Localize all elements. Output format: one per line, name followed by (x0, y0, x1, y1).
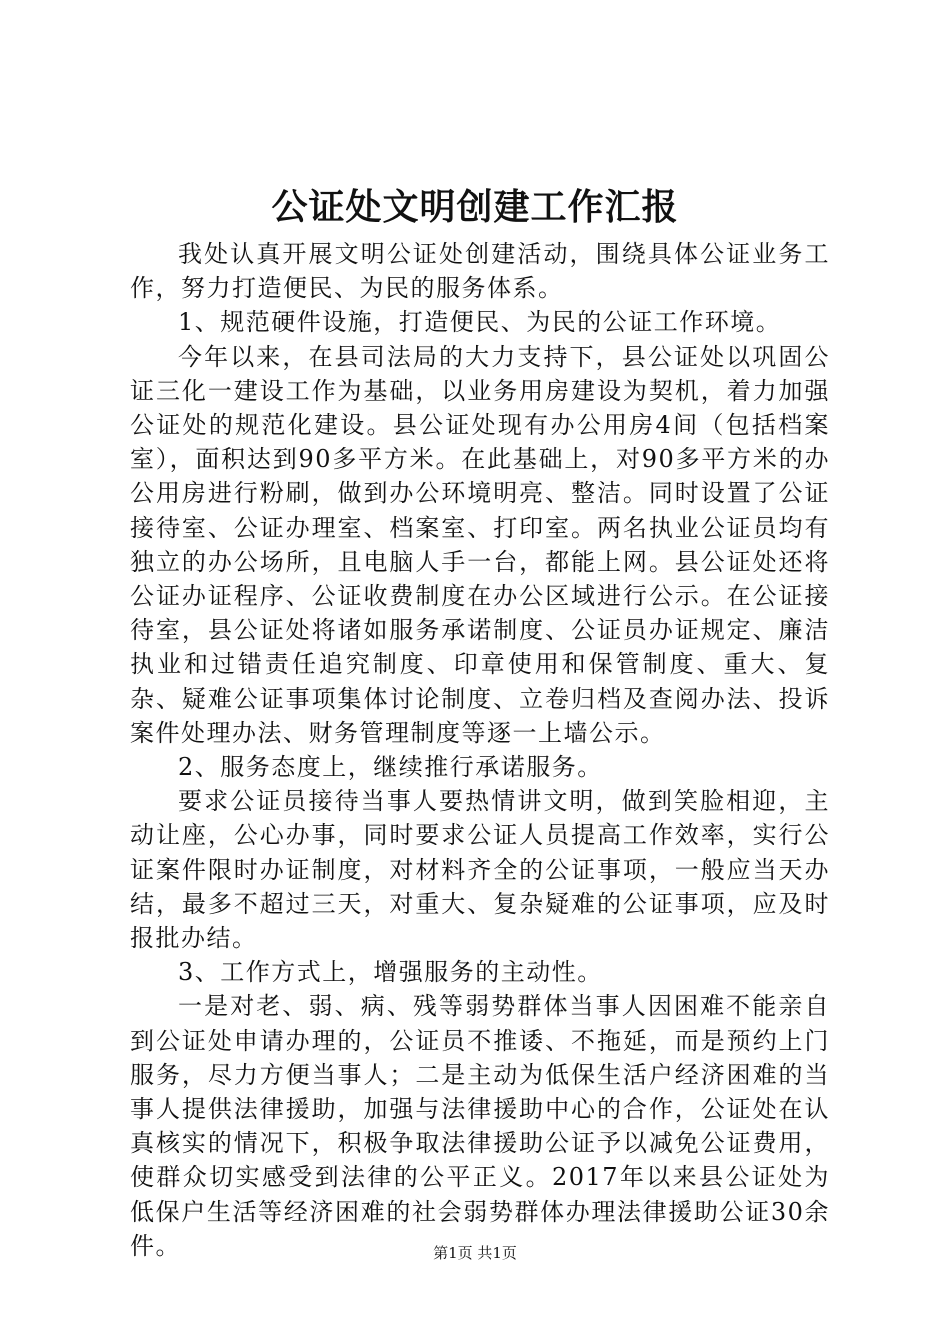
section-paragraph-1: 今年以来，在县司法局的大力支持下，县公证处以巩固公证三化一建设工作为基础，以业务用房建设为契机，着力加强公证处的规范化建设。县公证处现有办公用房4间（包括档案室），面积达到90多平方米。在此基础上，对90多平方米的办公用房进行粉刷，做到办公环境明亮、整洁。同时设置了公证接待室、公证办理室、档案室、打印室。两名执业公证员均有独立的办公场所，且电脑人手一台，都能上网。县公证处还将公证办证程序、公证收费制度在办公区域进行公示。在公证接待室，县公证处将诸如服务承诺制度、公证员办证规定、廉洁执业和过错责任追究制度、印章使用和保管制度、重大、复杂、疑难公证事项集体讨论制度、立卷归档及查阅办法、投诉案件处理办法、财务管理制度等逐一上墙公示。 (130, 342, 830, 747)
section-heading-2: 2、服务态度上，继续推行承诺服务。 (178, 753, 603, 782)
intro-paragraph: 我处认真开展文明公证处创建活动，围绕具体公证业务工作，努力打造便民、为民的服务体系。 (130, 240, 830, 303)
section-heading-3: 3、工作方式上，增强服务的主动性。 (178, 958, 603, 987)
document-title: 公证处文明创建工作汇报 (271, 186, 679, 228)
section-paragraph-2: 要求公证员接待当事人要热情讲文明，做到笑脸相迎，主动让座，公心办事，同时要求公证人员提高工作效率，实行公证案件限时办证制度，对材料齐全的公证事项，一般应当天办结，最多不超过三天，对重大、复杂疑难的公证事项，应及时报批办结。 (130, 787, 830, 953)
section-paragraph-3: 一是对老、弱、病、残等弱势群体当事人因困难不能亲自到公证处申请办理的，公证员不推诿、不拖延，而是预约上门服务，尽力方便当事人；二是主动为低保生活户经济困难的当事人提供法律援助，加强与法律援助中心的合作，公证处在认真核实的情况下，积极争取法律援助公证予以减免公证费用，使群众切实感受到法律的公平正义。2017年以来县公证处为低保户生活等经济困难的社会弱势群体办理法律援助公证30余件。 (130, 992, 830, 1260)
document-body (130, 237, 830, 1263)
page-footer: 第1页 共1页 (433, 1244, 517, 1262)
section-heading-1: 1、规范硬件设施，打造便民、为民的公证工作环境。 (178, 308, 782, 337)
